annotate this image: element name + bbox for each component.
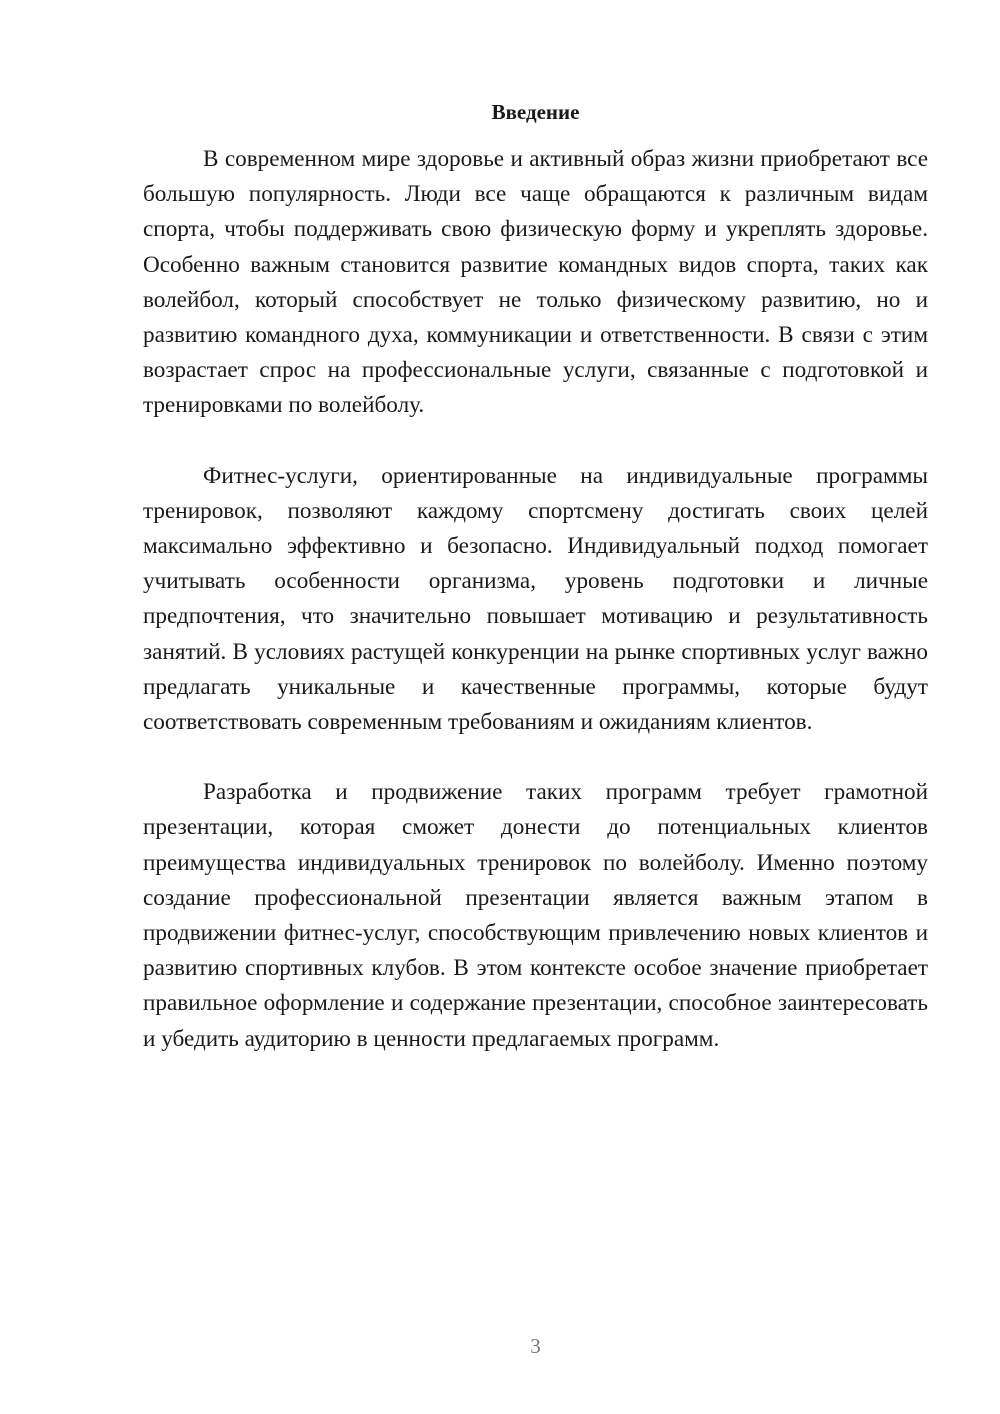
page-number: 3 bbox=[530, 1334, 541, 1358]
section-heading: Введение bbox=[491, 100, 580, 124]
paragraph-2: Фитнес-услуги, ориентированные на индивидуальные программы тренировок, позволяют каждому спортсмену достигать своих целей максимально эффективно и безопасно. Индивидуальный подход помогает учитывать особенности организма, уровень подготовки и личные предпочтения, что значительно повышает мотивацию и результативность занятий. В условиях растущей конкуренции на рынке спортивных услуг важно предлагать уникальные и качественные программы, которые будут соответствовать современным требованиям и ожиданиям клиентов. bbox=[143, 462, 928, 736]
body-text bbox=[143, 142, 928, 1092]
paragraph-3: Разработка и продвижение таких программ требует грамотной презентации, которая сможет донести до потенциальных клиентов преимущества индивидуальных тренировок по волейболу. Именно поэтому создание профессиональной презентации является важным этапом в продвижении фитнес-услуг, способствующим привлечению новых клиентов и развитию спортивных клубов. В этом контексте особое значение приобретает правильное оформление и содержание презентации, способное заинтересовать и убедить аудиторию в ценности предлагаемых программ. bbox=[143, 779, 928, 1052]
paragraph-1: В современном мире здоровье и активный образ жизни приобретают все большую популярность. Люди все чаще обращаются к различным видам спорта, чтобы поддерживать свою физическую форму и укреплять здоровье. Особенно важным становится развитие командных видов спорта, таких как волейбол, который способствует не только физическому развитию, но и развитию командного духа, коммуникации и ответственности. В связи с этим возрастает спрос на профессиональные услуги, связанные с подготовкой и тренировками по волейболу. bbox=[143, 146, 928, 419]
